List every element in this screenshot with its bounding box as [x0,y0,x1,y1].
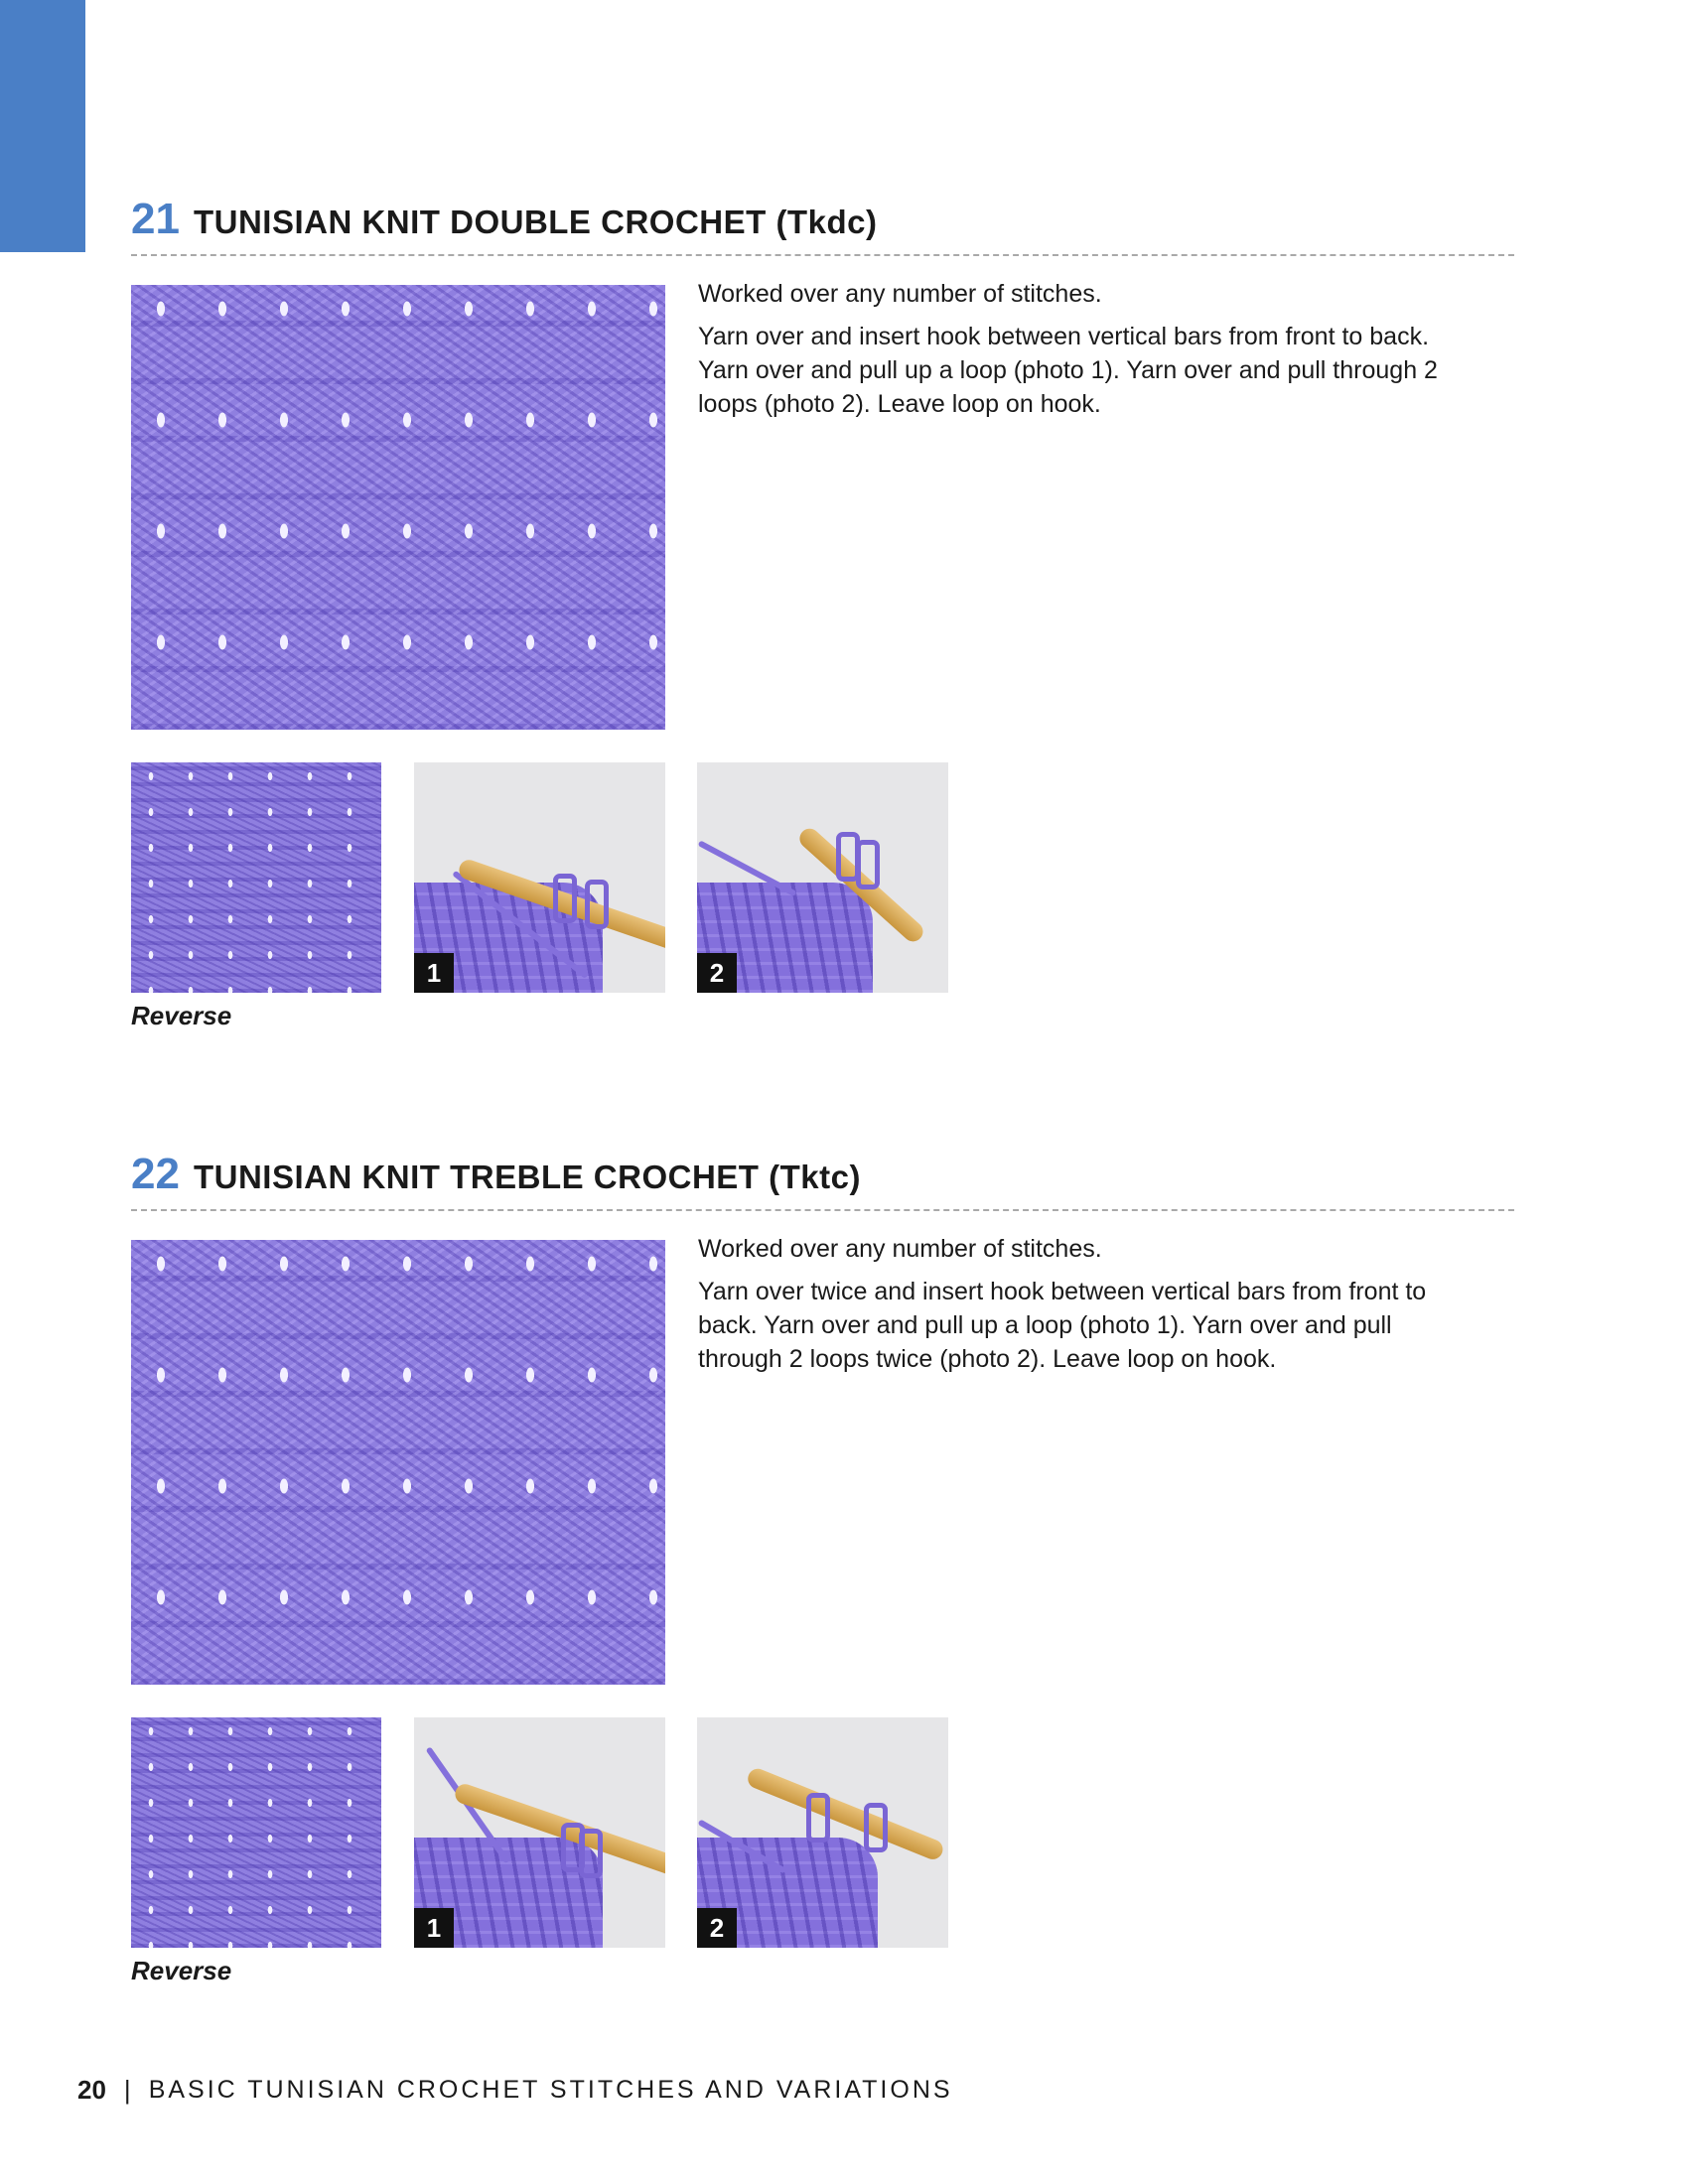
reverse-caption: Reverse [131,1001,232,1030]
stitch-count-note: Worked over any number of stitches. [698,280,1102,308]
stitch-description [698,1233,1512,1376]
step-number-badge: 2 [697,1908,737,1948]
yarn-loop [553,874,577,923]
step-number-badge: 1 [414,1908,454,1948]
yarn-loop [864,1803,888,1852]
reverse-swatch-photo [131,1717,381,1948]
yarn-loop [579,1829,603,1878]
yarn-loop [856,840,880,889]
main-swatch-photo [131,1240,665,1685]
yarn-loop [585,880,609,929]
section-heading [131,1150,861,1205]
section-heading [131,195,877,250]
step-number-badge: 2 [697,953,737,993]
reverse-caption: Reverse [131,1956,232,1985]
chapter-title: BASIC TUNISIAN CROCHET STITCHES AND VARIATIONS [148,2076,953,2104]
section-title: TUNISIAN KNIT DOUBLE CROCHET (Tkdc) [193,204,878,240]
step-photo-2 [697,762,948,993]
stitch-instructions: Yarn over and insert hook between vertical bars from front to back. Yarn over and pull up a loop (photo 1). Yarn over and pull through 2 loops (photo 2). Leave loop on hook. [698,323,1438,418]
section-number: 22 [131,1150,180,1198]
dashed-divider [131,1209,1514,1211]
step-photo-1 [414,762,665,993]
corner-color-tab [0,0,85,252]
stitch-instructions: Yarn over twice and insert hook between vertical bars from front to back. Yarn over and pull up a loop (photo 1). Yarn over and pull through 2 loops twice (photo 2). Leave loop on hook. [698,1278,1427,1373]
section-number: 21 [131,195,180,243]
stitch-description [698,278,1512,421]
page-footer [77,2075,953,2106]
stitch-count-note: Worked over any number of stitches. [698,1235,1102,1263]
step-photo-1 [414,1717,665,1948]
reverse-swatch-photo [131,762,381,993]
dashed-divider [131,254,1514,256]
page-number: 20 [77,2075,106,2105]
main-swatch-photo [131,285,665,730]
footer-separator: | [123,2075,131,2105]
section-title: TUNISIAN KNIT TREBLE CROCHET (Tktc) [193,1159,861,1195]
step-number-badge: 1 [414,953,454,993]
yarn-loop [806,1793,830,1843]
step-photo-2 [697,1717,948,1948]
